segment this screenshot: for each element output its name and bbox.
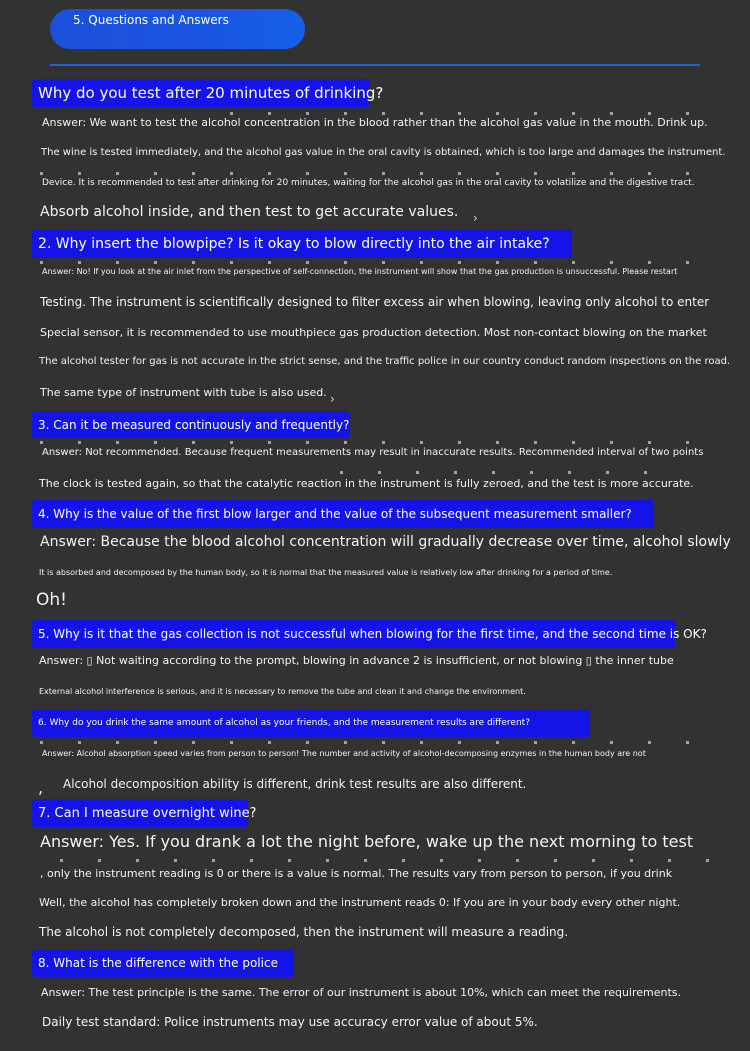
answer-2-line-3: Special sensor, it is recommended to use mouthpiece gas production detection. Most non-contact blowing on the market: [40, 326, 707, 339]
answer-8-line-2: Daily test standard: Police instruments may use accuracy error value of about 5%.: [42, 1015, 538, 1029]
question-5: 5. Why is it that the gas collection is not successful when blowing for the first time, and the second time is OK?: [38, 627, 707, 641]
question-1-pill: [32, 79, 384, 107]
question-8-pill: [32, 949, 294, 977]
text-artifact-row: [230, 112, 710, 115]
answer-7-line-4: The alcohol is not completely decomposed, then the instrument will measure a reading.: [39, 925, 569, 939]
section-divider: [50, 64, 700, 66]
text-artifact-row: [60, 859, 720, 862]
text-artifact-row: [40, 261, 710, 264]
answer-7-line-1: Answer: Yes. If you drank a lot the night before, wake up the next morning to test: [40, 832, 694, 851]
answer-3-line-1: Answer: Not recommended. Because frequent measurements may result in inaccurate results. Recommended interval of two points: [42, 447, 704, 458]
question-7-pill: [32, 799, 257, 827]
answer-1-line-3: Device. It is recommended to test after drinking for 20 minutes, waiting for the alcohol gas in the oral cavity to volatilize and the digestive tract.: [42, 178, 695, 188]
answer-7-line-2: , only the instrument reading is 0 or there is a value is normal. The results vary from person to person, if you drink: [40, 867, 673, 880]
answer-8-line-1: Answer: The test principle is the same. The error of our instrument is about 10%, which can meet the requirements.: [41, 986, 682, 999]
text-artifact-row: [340, 471, 660, 474]
answer-2-line-4: The alcohol tester for gas is not accurate in the strict sense, and the traffic police in our country conduct random inspections on the road.: [39, 356, 731, 367]
answer-1-line-2: The wine is tested immediately, and the alcohol gas value in the oral cavity is obtained, which is too large and damages the instrument.: [41, 147, 726, 158]
answer-7-line-3: Well, the alcohol has completely broken down and the instrument reads 0: If you are in your body every other night.: [39, 896, 681, 909]
text-artifact-row: [40, 441, 710, 444]
answer-4-line-3: Oh!: [36, 590, 67, 610]
stray-comma: ,: [38, 778, 44, 797]
answer-1-line-1: Answer: We want to test the alcohol concentration in the blood rather than the alcohol gas value in the mouth. Drink up.: [42, 116, 708, 129]
question-6: 6. Why do you drink the same amount of alcohol as your friends, and the measurement results are different?: [38, 718, 530, 728]
question-3: 3. Can it be measured continuously and frequently?: [38, 417, 350, 432]
answer-1-line-4: Absorb alcohol inside, and then test to get accurate values.: [40, 204, 459, 220]
answer-2-line-5: The same type of instrument with tube is also used.: [40, 386, 327, 399]
question-8: 8. What is the difference with the police: [38, 956, 278, 970]
section-title: 5. Questions and Answers: [73, 13, 229, 27]
text-artifact-row: [40, 741, 700, 744]
question-2: 2. Why insert the blowpipe? Is it okay to blow directly into the air intake?: [38, 235, 550, 252]
question-3-pill: [32, 411, 350, 438]
question-4-pill: [32, 500, 654, 528]
answer-2-line-1: Answer: No! If you look at the air inlet from the perspective of self-connection, the instrument will show that the gas production is unsuccessful. Please restart: [42, 267, 678, 276]
question-1: Why do you test after 20 minutes of drinking?: [38, 84, 384, 102]
section-title-pill: [50, 9, 305, 49]
answer-6-line-2: Alcohol decomposition ability is different, drink test results are also different.: [63, 777, 527, 791]
question-2-pill: [32, 229, 572, 258]
stray-chevron: ›: [330, 392, 335, 406]
stray-chevron: ›: [473, 211, 478, 225]
question-7: 7. Can I measure overnight wine?: [38, 805, 257, 821]
question-5-pill: [32, 620, 707, 648]
answer-4-line-2: It is absorbed and decomposed by the human body, so it is normal that the measured value is relatively low after drinking for a period of time.: [39, 568, 613, 577]
answer-5-line-1: Answer: ▯ Not waiting according to the prompt, blowing in advance 2 is insufficient, or not blowing ▯ the inner tube: [39, 654, 674, 667]
answer-3-line-2: The clock is tested again, so that the catalytic reaction in the instrument is fully zeroed, and the test is more accurate.: [39, 477, 694, 490]
answer-4-line-1: Answer: Because the blood alcohol concentration will gradually decrease over time, alcohol slowly: [40, 534, 731, 550]
answer-2-line-2: Testing. The instrument is scientifically designed to filter excess air when blowing, leaving only alcohol to enter: [40, 295, 710, 309]
answer-5-line-2: External alcohol interference is serious, and it is necessary to remove the tube and clean it and change the environment.: [39, 687, 526, 696]
question-6-pill: [32, 709, 590, 737]
text-artifact-row: [40, 172, 710, 175]
answer-6-line-1: Answer: Alcohol absorption speed varies from person to person! The number and activity of alcohol-decomposing enzymes in the human body are not: [42, 749, 646, 758]
question-4: 4. Why is the value of the first blow larger and the value of the subsequent measurement smaller?: [38, 507, 632, 521]
